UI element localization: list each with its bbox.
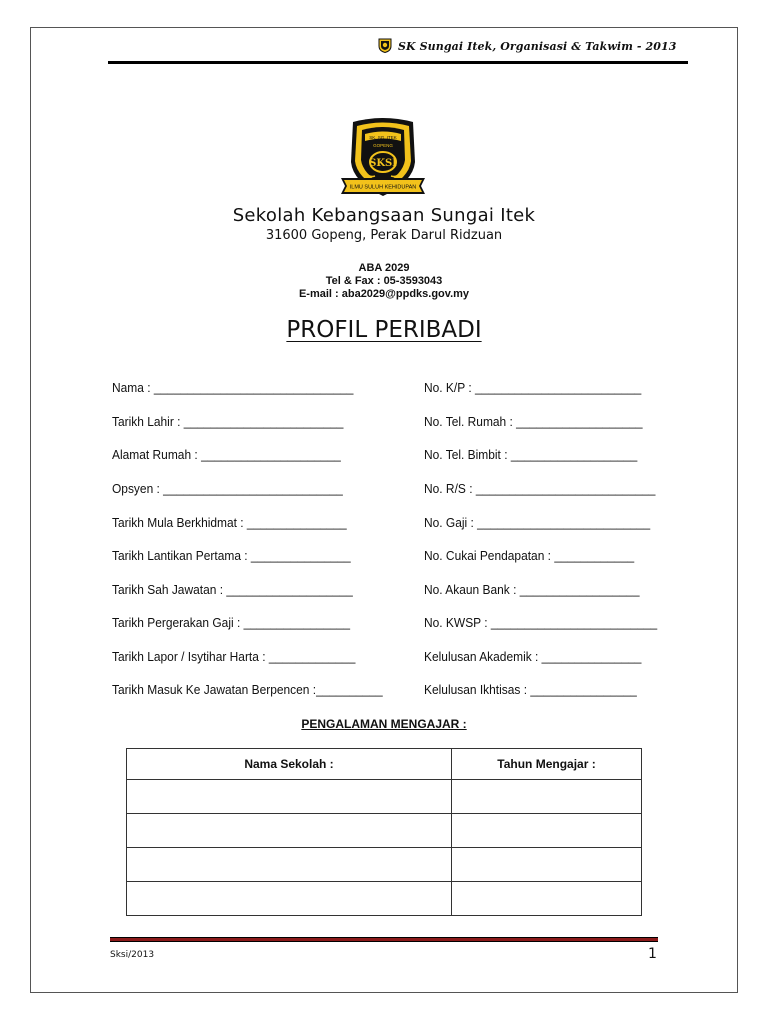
field-no-cukai-pendapatan[interactable]: No. Cukai Pendapatan : ____________ bbox=[424, 548, 635, 563]
experience-table bbox=[126, 748, 642, 916]
school-email: E-mail : aba2029@ppdks.gov.my bbox=[298, 288, 470, 300]
table-row bbox=[127, 780, 642, 814]
field-no-kp[interactable]: No. K/P : _________________________ bbox=[424, 380, 642, 395]
table-row bbox=[127, 882, 642, 916]
table-row bbox=[127, 848, 642, 882]
table-row bbox=[127, 814, 642, 848]
column-header-nama-sekolah: Nama Sekolah : bbox=[127, 749, 452, 780]
crest-motto: ILMU SULUH KEHIDUPAN bbox=[349, 184, 417, 191]
field-no-tel-rumah[interactable]: No. Tel. Rumah : ___________________ bbox=[424, 414, 643, 429]
header-divider bbox=[108, 61, 688, 64]
form-title: PROFIL PERIBADI bbox=[286, 317, 482, 343]
running-header-title: SK Sungai Itek, Organisasi & Takwim - 2013 bbox=[398, 40, 677, 53]
field-tarikh-pergerakan-gaji[interactable]: Tarikh Pergerakan Gaji : ________________ bbox=[112, 615, 351, 630]
cell-tahun-mengajar[interactable] bbox=[452, 848, 642, 882]
field-alamat-rumah[interactable]: Alamat Rumah : _____________________ bbox=[112, 447, 341, 462]
cell-nama-sekolah[interactable] bbox=[127, 882, 452, 916]
crest-monogram: SKSI bbox=[369, 158, 397, 169]
footer-divider bbox=[110, 937, 658, 942]
school-crest-icon bbox=[378, 37, 392, 53]
table-header-row bbox=[127, 749, 642, 780]
crest-text-top: SK. SG. ITEK bbox=[369, 135, 397, 140]
page-number: 1 bbox=[648, 946, 657, 962]
field-opsyen[interactable]: Opsyen : ___________________________ bbox=[112, 481, 343, 496]
school-code: ABA 2029 bbox=[358, 262, 410, 274]
field-tarikh-sah-jawatan[interactable]: Tarikh Sah Jawatan : ___________________ bbox=[112, 582, 353, 597]
cell-tahun-mengajar[interactable] bbox=[452, 882, 642, 916]
crest-text-mid: GOPENG bbox=[373, 143, 393, 148]
field-tarikh-masuk-jawatan[interactable]: Tarikh Masuk Ke Jawatan Berpencen :__________ bbox=[112, 682, 383, 697]
school-address: 31600 Gopeng, Perak Darul Ridzuan bbox=[265, 228, 503, 243]
field-no-gaji[interactable]: No. Gaji : __________________________ bbox=[424, 515, 651, 530]
field-tarikh-lantikan-pertama[interactable]: Tarikh Lantikan Pertama : _______________ bbox=[112, 548, 351, 563]
school-name: Sekolah Kebangsaan Sungai Itek bbox=[232, 205, 536, 226]
cell-tahun-mengajar[interactable] bbox=[452, 814, 642, 848]
field-kelulusan-akademik[interactable]: Kelulusan Akademik : _______________ bbox=[424, 649, 642, 664]
cell-nama-sekolah[interactable] bbox=[127, 780, 452, 814]
running-header bbox=[30, 34, 677, 60]
field-tarikh-lapor-harta[interactable]: Tarikh Lapor / Isytihar Harta : _____________ bbox=[112, 649, 356, 664]
field-kelulusan-ikhtisas[interactable]: Kelulusan Ikhtisas : ________________ bbox=[424, 682, 637, 697]
field-tarikh-mula-berkhidmat[interactable]: Tarikh Mula Berkhidmat : _______________ bbox=[112, 515, 347, 530]
school-phone: Tel & Fax : 05-3593043 bbox=[325, 275, 443, 287]
cell-tahun-mengajar[interactable] bbox=[452, 780, 642, 814]
school-crest-icon bbox=[335, 116, 431, 202]
field-no-kwsp[interactable]: No. KWSP : _________________________ bbox=[424, 615, 658, 630]
column-header-tahun-mengajar: Tahun Mengajar : bbox=[452, 749, 642, 780]
field-tarikh-lahir[interactable]: Tarikh Lahir : ________________________ bbox=[112, 414, 344, 429]
cell-nama-sekolah[interactable] bbox=[127, 814, 452, 848]
cell-nama-sekolah[interactable] bbox=[127, 848, 452, 882]
field-no-akaun-bank[interactable]: No. Akaun Bank : __________________ bbox=[424, 582, 640, 597]
field-no-rs[interactable]: No. R/S : ___________________________ bbox=[424, 481, 656, 496]
footer-label: Sksi/2013 bbox=[110, 950, 155, 960]
experience-heading: PENGALAMAN MENGAJAR : bbox=[301, 717, 467, 731]
field-nama[interactable]: Nama : ______________________________ bbox=[112, 380, 354, 395]
field-no-tel-bimbit[interactable]: No. Tel. Bimbit : ___________________ bbox=[424, 447, 638, 462]
